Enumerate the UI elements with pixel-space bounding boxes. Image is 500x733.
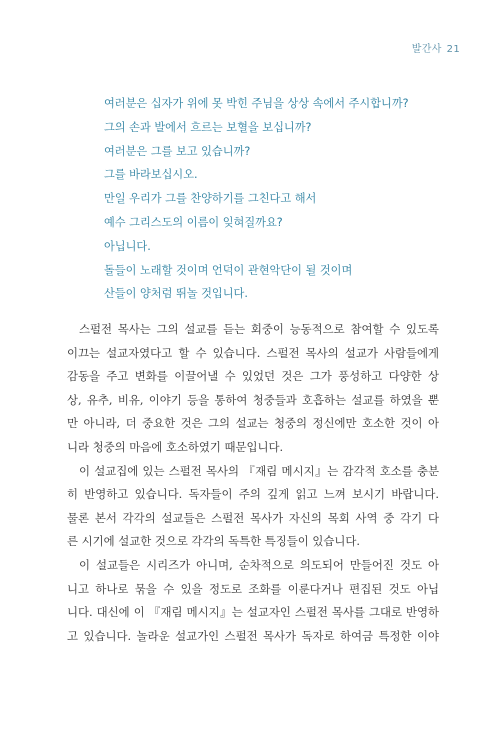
text-line: 른 시기에 설교한 것으로 각각의 독특한 특징들이 있습니다. [67, 534, 361, 549]
text-line: 만 아니라, 더 중요한 것은 그의 설교는 청중의 정신에만 호소한 것이 아 [67, 416, 439, 431]
paragraph [67, 554, 439, 648]
quote-line: 돌들이 노래할 것이며 언덕이 관현악단이 될 것이며 [104, 263, 353, 277]
text-line: 이 설교집에 있는 스펄전 목사의 『재림 메시지』는 감각적 호소를 충분 [79, 463, 439, 478]
text-line: 상, 유추, 비유, 이야기 등을 통하여 청중들과 호흡하는 설교를 하였을 뿐 [67, 392, 439, 407]
quote-line: 산들이 양처럼 뛰놀 것입니다. [104, 287, 248, 301]
text-line: 니고 하나로 묶을 수 있을 정도로 조화를 이룬다거나 편집된 것도 아닙 [67, 581, 439, 596]
quote-line: 여러분은 그를 보고 있습니까? [104, 144, 251, 158]
quote-line: 그의 손과 발에서 흐르는 보혈을 보십니까? [104, 120, 312, 134]
text-line: 니라 청중의 마음에 호소하였기 때문입니다. [67, 439, 284, 454]
quote-line: 아닙니다. [104, 239, 151, 253]
section-title: 발간사 [411, 44, 442, 55]
paragraph [67, 318, 439, 460]
text-line: 히 반영하고 있습니다. 독자들이 주의 깊게 읽고 느껴 보시기 바랍니다. [67, 487, 439, 502]
running-header [412, 40, 460, 55]
text-line: 스펄전 목사는 그의 설교를 듣는 회중이 능동적으로 참여할 수 있도록 [79, 322, 439, 336]
page-number: 21 [446, 44, 460, 55]
body-text [67, 318, 439, 648]
text-line: 고 있습니다. 놀라운 설교가인 스펄전 목사가 독자로 하여금 특정한 이야 [67, 628, 439, 643]
text-line: 감동을 주고 변화를 이끌어낼 수 있었던 것은 그가 풍성하고 다양한 상 [67, 369, 439, 384]
paragraph [67, 460, 439, 554]
text-line: 물론 본서 각각의 설교들은 스펄전 목사가 자신의 목회 사역 중 각기 다 [67, 510, 439, 525]
quote-line: 예수 그리스도의 이름이 잊혀질까요? [104, 215, 283, 229]
text-line: 니다. 대신에 이 『재림 메시지』는 설교자인 스펄전 목사를 그대로 반영하 [67, 605, 439, 620]
quote-line: 그를 바라보십시오. [104, 168, 198, 182]
quoted-passage [104, 92, 444, 306]
quote-line: 만일 우리가 그를 찬양하기를 그친다고 해서 [104, 192, 317, 206]
text-line: 이끄는 설교자였다고 할 수 있습니다. 스펄전 목사의 설교가 사람들에게 [67, 345, 439, 360]
quote-line: 여러분은 십자가 위에 못 박힌 주님을 상상 속에서 주시합니까? [104, 97, 409, 110]
text-line: 이 설교들은 시리즈가 아니며, 순차적으로 의도되어 만들어진 것도 아 [79, 557, 439, 572]
